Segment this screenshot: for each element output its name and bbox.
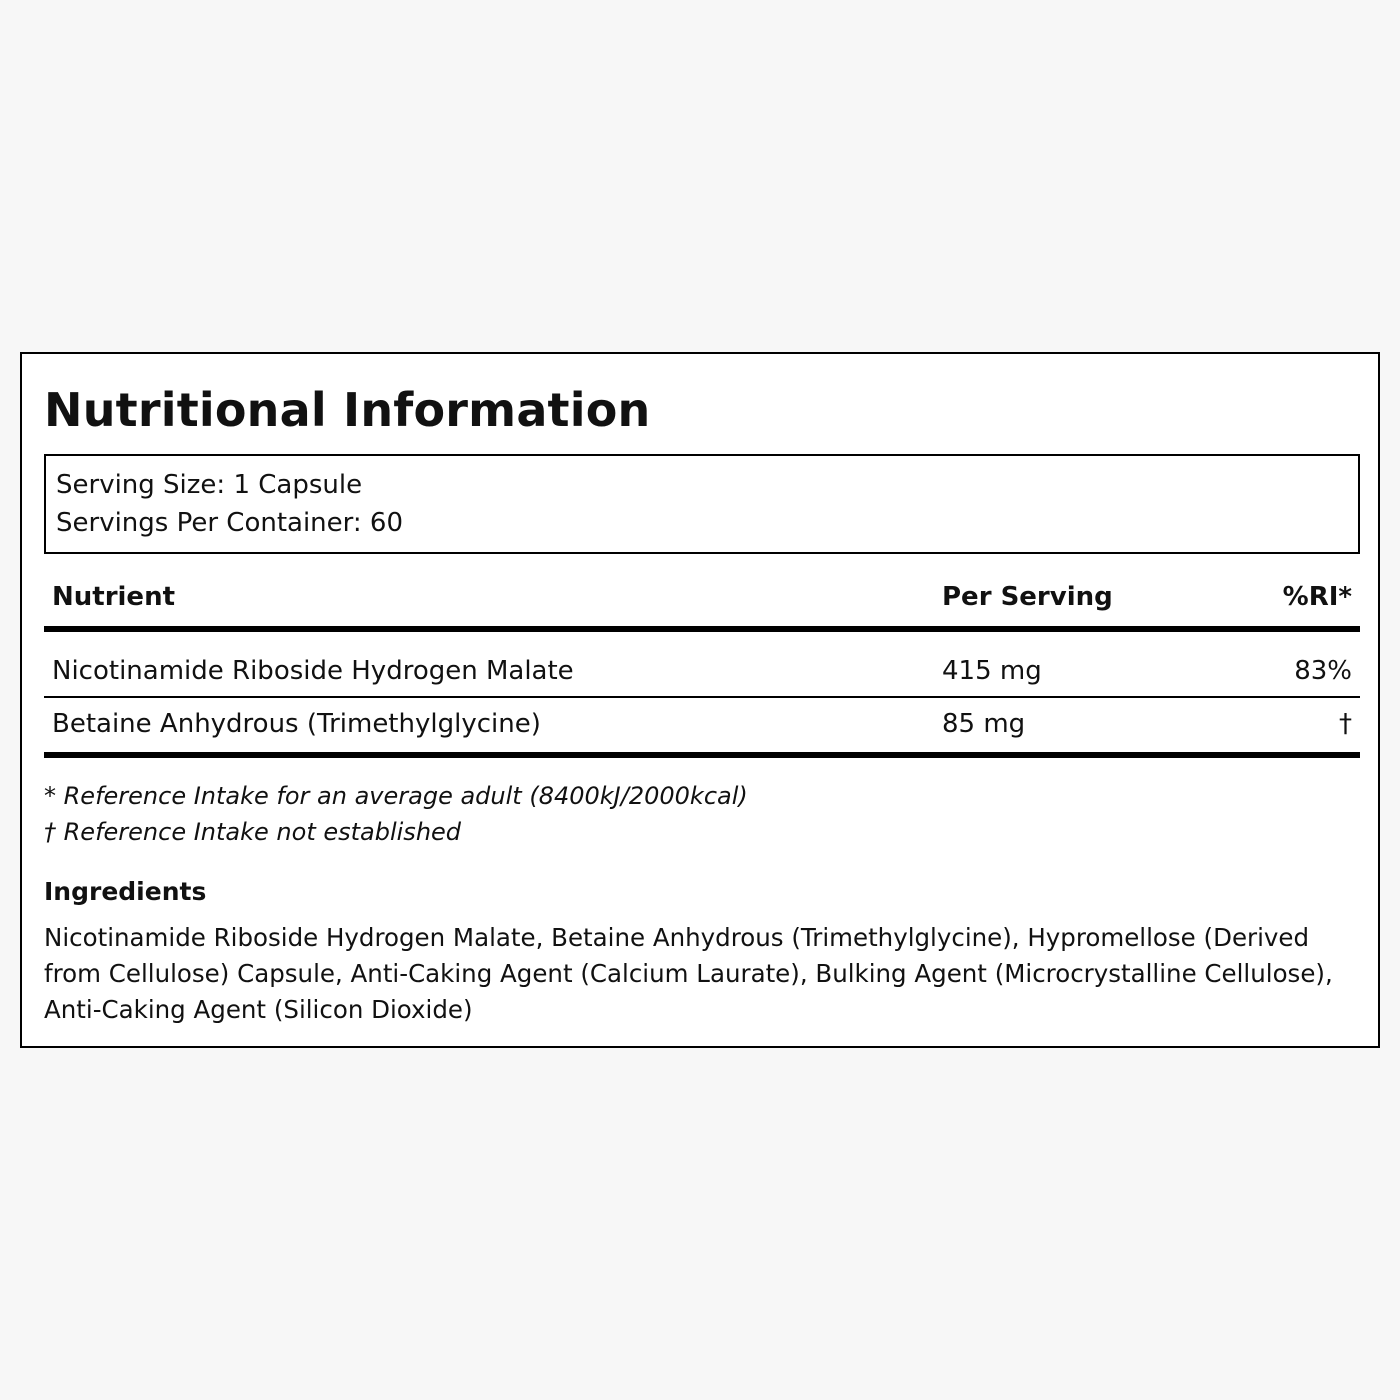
nutrient-ri: † <box>1339 709 1352 739</box>
servings-per-container: Servings Per Container: 60 <box>56 508 404 538</box>
table-row <box>44 632 1360 698</box>
header-nutrient: Nutrient <box>52 582 176 612</box>
table-bottom-divider <box>44 752 1360 758</box>
header-per-serving: Per Serving <box>942 582 1113 612</box>
nutrient-amount: 415 mg <box>942 656 1042 686</box>
nutrient-name: Betaine Anhydrous (Trimethylglycine) <box>52 709 541 739</box>
header-ri: %RI* <box>1282 582 1352 612</box>
footnote-ri-not-established: † Reference Intake not established <box>44 818 462 846</box>
serving-size: Serving Size: 1 Capsule <box>56 470 363 500</box>
ingredients-list: Nicotinamide Riboside Hydrogen Malate, Betaine Anhydrous (Trimethylglycine), Hypromellose (Derived from Cellulose) Capsule, Anti-Caking Agent (Calcium Laurate), Bulking Agent (Microcrystalline Cellulose), Anti-Caking Agent (Silicon Dioxide) <box>44 923 1333 1024</box>
nutrition-panel <box>20 352 1380 1048</box>
table-header-row <box>44 574 1360 626</box>
ingredients-heading: Ingredients <box>44 877 207 906</box>
footnotes <box>44 778 1360 850</box>
footnote-ri-adult: * Reference Intake for an average adult (8400kJ/2000kcal) <box>44 782 748 810</box>
nutrient-amount: 85 mg <box>942 709 1026 739</box>
table-row <box>44 698 1360 752</box>
nutrient-table <box>44 574 1360 758</box>
panel-title: Nutritional Information <box>44 383 651 437</box>
serving-info-box <box>44 454 1360 554</box>
nutrient-ri: 83% <box>1294 656 1352 686</box>
nutrient-name: Nicotinamide Riboside Hydrogen Malate <box>52 656 574 686</box>
